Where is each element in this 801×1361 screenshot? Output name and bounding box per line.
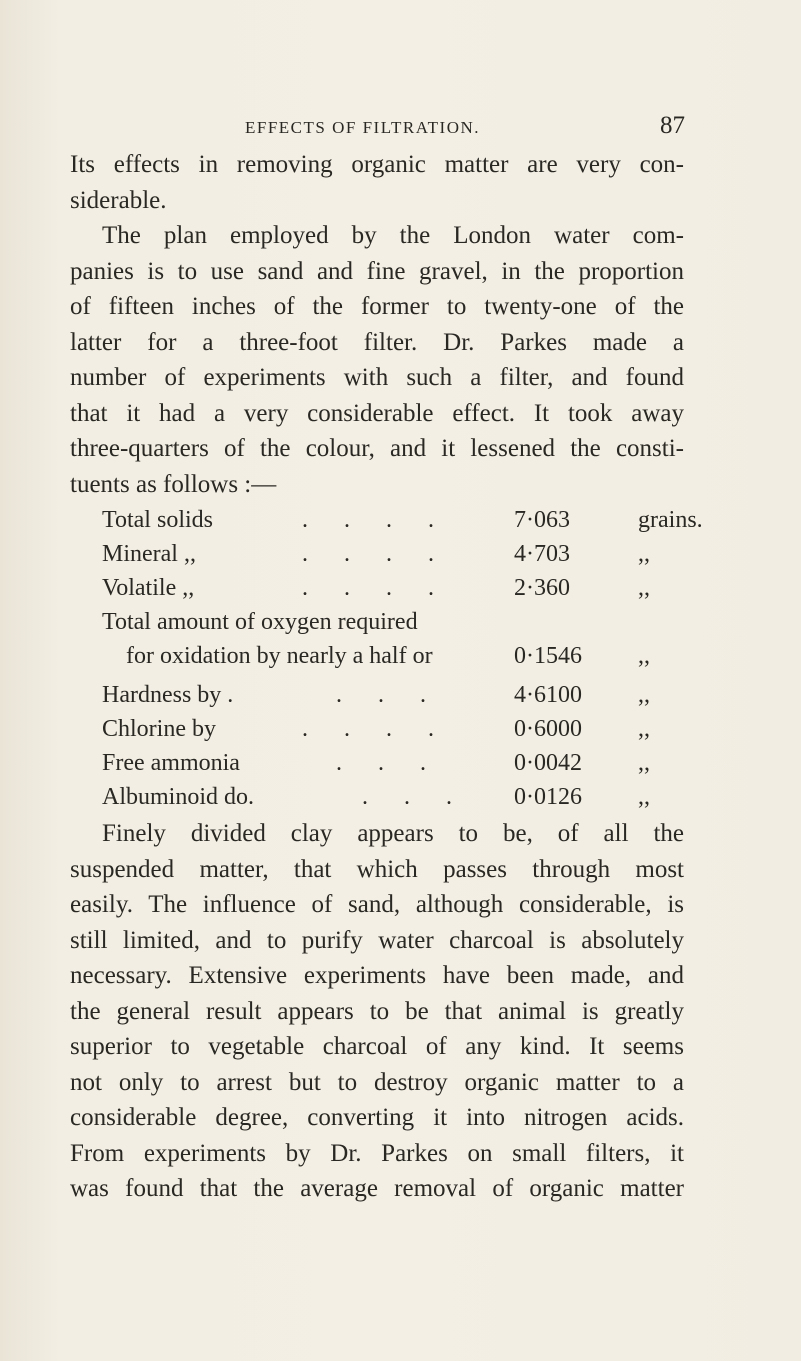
row-unit: grains. xyxy=(638,507,703,533)
text-line: necessary. Extensive experiments have been made, and xyxy=(70,962,684,989)
text-line: considerable degree, converting it into nitrogen acids. xyxy=(70,1104,684,1131)
text-line: Its effects in removing organic matter are very con- xyxy=(70,151,684,178)
text-line: From experiments by Dr. Parkes on small filters, it xyxy=(70,1139,684,1167)
row-label: Chlorine by xyxy=(102,716,216,742)
text-line: still limited, and to purify water charcoal is absolutely xyxy=(70,926,684,954)
text-line: three-quarters of the colour, and it lessened the consti- xyxy=(70,435,684,462)
row-unit: ,, xyxy=(638,784,650,810)
row-unit: ,, xyxy=(638,682,650,708)
table-row-oxygen xyxy=(102,643,662,677)
constituents-table xyxy=(102,507,703,818)
leader-dots: . . . . xyxy=(302,575,449,601)
page-header xyxy=(245,112,685,142)
text-line: was found that the average removal of organic matter xyxy=(70,1175,684,1202)
table-row xyxy=(102,750,662,784)
leader-dots: . . . . xyxy=(302,716,449,742)
row-unit: ,, xyxy=(638,575,650,601)
text-line: suspended matter, that which passes through most xyxy=(70,855,684,883)
text-line: not only to arrest but to destroy organic matter to a xyxy=(70,1068,684,1096)
table-row xyxy=(102,682,662,716)
text-line: latter for a three-foot filter. Dr. Parkes made a xyxy=(70,328,684,356)
leader-dots: . . . xyxy=(336,750,441,776)
row-unit: ,, xyxy=(638,541,650,567)
row-label: Free ammonia xyxy=(102,750,240,776)
row-value: 4·703 xyxy=(514,541,570,567)
row-unit: ,, xyxy=(638,643,650,669)
text-line: easily. The influence of sand, although considerable, is xyxy=(70,891,684,918)
paragraph-2 xyxy=(70,218,684,502)
row-value: 0·0042 xyxy=(514,750,582,776)
row-label: Total solids xyxy=(102,507,213,533)
text-line: panies is to use sand and fine gravel, in the proportion xyxy=(70,257,684,285)
row-value: 0·0126 xyxy=(514,784,582,810)
text-line: Finely divided clay appears to be, of all the xyxy=(102,820,684,847)
table-row xyxy=(102,575,662,609)
row-label: Volatile ,, xyxy=(102,575,195,601)
table-row-oxygen-heading xyxy=(102,609,662,643)
text-line: number of experiments with such a filter, and found xyxy=(70,364,684,391)
row-label: Mineral ,, xyxy=(102,541,196,567)
text-line: superior to vegetable charcoal of any kind. It seems xyxy=(70,1033,684,1060)
row-value: 4·6100 xyxy=(514,682,582,708)
row-unit: ,, xyxy=(638,750,650,776)
table-row xyxy=(102,541,662,575)
row-label: Albuminoid do. xyxy=(102,784,255,810)
row-value: 0·6000 xyxy=(514,716,582,742)
row-label: for oxidation by nearly a half or xyxy=(126,643,433,669)
row-value: 7·063 xyxy=(514,507,570,533)
row-unit: ,, xyxy=(638,716,650,742)
text-line: The plan employed by the London water com- xyxy=(102,222,684,249)
row-label: Hardness by . xyxy=(102,682,234,708)
text-line: that it had a very considerable effect. It took away xyxy=(70,399,684,427)
paragraph-3 xyxy=(70,816,684,1207)
leader-dots: . . . . xyxy=(302,507,449,533)
table-row xyxy=(102,784,662,818)
leader-dots: . . . xyxy=(362,784,467,810)
text-line: of fifteen inches of the former to twenty-one of the xyxy=(70,293,684,320)
table-row xyxy=(102,507,703,541)
row-label: Total amount of oxygen required xyxy=(102,609,418,635)
paragraph-1 xyxy=(70,147,684,218)
text-line: the general result appears to be that animal is greatly xyxy=(70,997,684,1025)
text-line: siderable. xyxy=(70,186,167,214)
leader-dots: . . . . xyxy=(302,541,449,567)
table-row xyxy=(102,716,662,750)
text-line: tuents as follows :— xyxy=(70,470,277,498)
page-number: 87 xyxy=(660,112,685,139)
row-value: 2·360 xyxy=(514,575,570,601)
row-value: 0·1546 xyxy=(514,643,582,669)
running-title: EFFECTS OF FILTRATION. xyxy=(245,118,480,137)
leader-dots: . . . xyxy=(336,682,441,708)
